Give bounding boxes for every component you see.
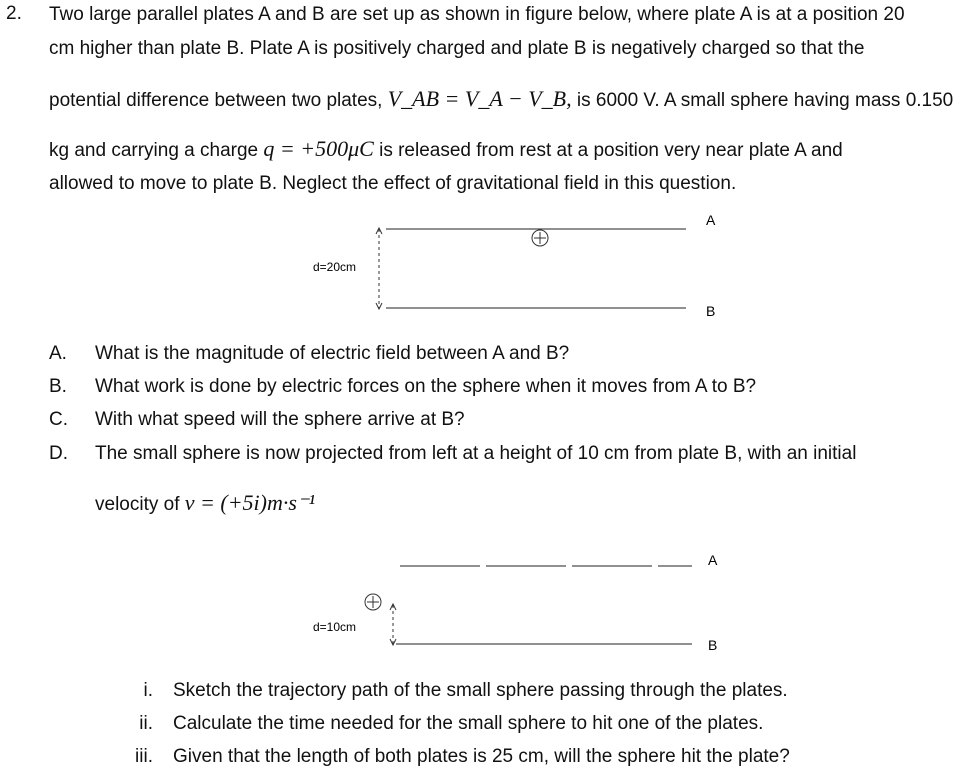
subpart-i-label: i.: [143, 680, 153, 701]
question-number: 2.: [6, 3, 22, 24]
question-line-2: cm higher than plate B. Plate A is positively charged and plate B is negatively charged so that the: [49, 38, 865, 59]
potential-difference-equation: V_AB = V_A − V_B,: [387, 86, 572, 111]
figure-parallel-plates-2: [300, 545, 740, 655]
part-b-label: B.: [49, 376, 67, 397]
part-d-velocity-pre: velocity of: [95, 494, 180, 515]
question-line-1: Two large parallel plates A and B are set up as shown in figure below, where plate A is at a position 20: [49, 4, 905, 25]
question-line-5: allowed to move to plate B. Neglect the effect of gravitational field in this question.: [49, 173, 737, 194]
plate-b-label: B: [706, 303, 716, 319]
plate-a-label: A: [706, 212, 716, 228]
part-b-text: What work is done by electric forces on the sphere when it moves from A to B?: [95, 376, 757, 397]
subpart-iii-label: iii.: [135, 746, 153, 767]
part-d-line-2: [95, 490, 315, 516]
part-a-label: A.: [49, 343, 67, 364]
subpart-ii-label: ii.: [139, 713, 153, 734]
part-a-text: What is the magnitude of electric field between A and B?: [95, 343, 570, 364]
subpart-ii-text: Calculate the time needed for the small sphere to hit one of the plates.: [173, 713, 764, 734]
line3-text-post: is 6000 V. A small sphere having mass 0.150: [576, 90, 954, 111]
part-c-label: C.: [49, 409, 68, 430]
distance-label: d=20cm: [313, 260, 357, 274]
charge-equation: q = +500μC: [263, 136, 374, 161]
velocity-equation: v = (+5i)m·s⁻¹: [184, 490, 316, 515]
question-line-3: [49, 87, 953, 113]
sphere-plus-icon: [532, 230, 548, 246]
plate-a-label: A: [708, 552, 718, 568]
line3-text-pre: potential difference between two plates,: [49, 90, 383, 111]
line4-text-pre: kg and carrying a charge: [49, 140, 259, 161]
question-line-4: [49, 137, 843, 163]
plate-b-label: B: [708, 637, 718, 653]
sphere-plus-icon: [365, 594, 381, 610]
part-d-text: The small sphere is now projected from left at a height of 10 cm from plate B, with an initial: [95, 443, 857, 464]
part-c-text: With what speed will the sphere arrive at B?: [95, 409, 465, 430]
subpart-iii-text: Given that the length of both plates is 25 cm, will the sphere hit the plate?: [173, 746, 790, 767]
part-d-label: D.: [49, 443, 68, 464]
line4-text-post: is released from rest at a position very near plate A and: [379, 140, 843, 161]
figure-parallel-plates-1: [300, 205, 740, 325]
distance-label: d=10cm: [313, 620, 357, 634]
subpart-i-text: Sketch the trajectory path of the small sphere passing through the plates.: [173, 680, 788, 701]
